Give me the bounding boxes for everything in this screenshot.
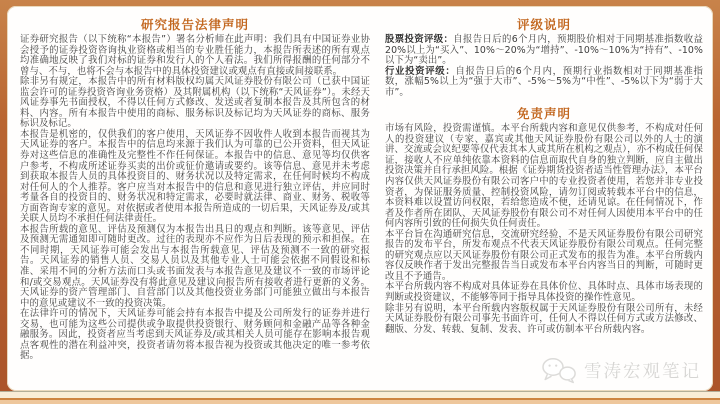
disclaimer-section-title: 免责声明: [516, 106, 571, 122]
content-card: [7, 6, 713, 391]
legal-paragraph-1: 证券研究报告（以下统称“本报告”）署名分析师在此声明：我们具有中国证券业协会授予的证券投资咨询执业资格或相当的专业胜任能力，本报告所表述的所有观点均准确地反映了我们对标的证券和发行人的个人看法。我们所得报酬的任何部分不曾与、不与，也将不会与本报告中的具体投资建议或观点有直接或间接联系。: [20, 34, 370, 77]
legal-paragraph-5: 在法律许可的情况下，天风证券可能会持有本报告中提及公司所发行的证券并进行交易，也可能为这些公司提供或争取提供投资银行、财务顾问和金融产品等各种金融服务。因此，投资者应当考虑到天风证券及/或其相关人员可能存在影响本报告观点客观性的潜在利益冲突，投资者请勿将本报告视为投资或其他决定的唯一参考依据。: [20, 308, 370, 362]
rating-item-stock-text: 自报告日后的6个月内，预期股价相对于同期基准指数收益20%以上为“买入”、10%～20%为“增持”、-10%～10%为“持有”、-10%以下为“卖出”。: [385, 34, 703, 67]
rating-item-industry-text: 自报告日后的6个月内，预期行业指数相对于同期基准指数，涨幅5%以上为“强于大市”、-5%～5%为“中性”、-5%以下为“弱于大市”。: [385, 65, 703, 98]
legal-statement-title: 研究报告法律声明: [140, 17, 249, 32]
rating-section-title: 评级说明: [516, 17, 571, 32]
rating-item-industry: [385, 67, 703, 99]
disclaimer-paragraph-4: 除非另有说明，本平台所载内容版权属于天风证券股份有限公司所有，未经天风证券股份有限公司事先书面许可，任何人不得以任何方式或方法修改、翻版、分发、转载、复制、发表、许可或仿制本平台所载内容。: [385, 302, 703, 335]
disclaimer-paragraph-3: 本平台所载内容不构成对具体证券在具体价位、具体时点、具体市场表现的判断或投资建议，不能够等同于指导具体投资的操作性意见。: [385, 281, 703, 304]
rating-item-stock: [385, 35, 703, 67]
bottom-border-strip: [0, 391, 720, 404]
disclaimer-paragraph-1: 市场有风险，投资需谨慎。本平台所载内容和意见仅供参考，不构成对任何人的投资建议（专家、嘉宾或其他天风证券股份有限公司以外的人士的演讲、交流或会议纪要等仅代表其本人或其所在机构之观点），亦不构成任何保证，接收人不应单纯依靠本资料的信息而取代自身的独立判断，应自主做出投资决策并自行承担风险。根据《证券期货投资者适当性管理办法》，本平台内容仅供天风证券股份有限公司客户中的专业投资者使用，若您并非专业投资者，为保证服务质量、控制投资风险，请勿订阅或转载本平台中的信息，本资料难以设置访问权限，若给您造成不便，还请见谅。在任何情况下，作者及作者所在团队、天风证券股份有限公司不对任何人因使用本平台中的任何内容所引致的任何损失负任何责任。: [385, 123, 703, 230]
legal-paragraph-4: 本报告所载的意见、评估及预测仅为本报告出具日的观点和判断。该等意见、评估及预测无需通知即可随时更改。过往的表现亦不应作为日后表现的预示和担保。在不同时期，天风证券可能会发出与本报告所载意见、评估及预测不一致的研究报告。天风证券的销售人员、交易人员以及其他专业人士可能会依据不同假设和标准、采用不同的分析方法而口头或书面发表与本报告意见及建议不一致的市场评论和/或交易观点。天风证券没有将此意见及建议向报告所有接收者进行更新的义务。天风证券的资产管理部门、自营部门以及其他投资业务部门可能独立做出与本报告中的意见或建议不一致的投资决策。: [20, 223, 370, 309]
watermark-text: 雪涛宏观笔记: [584, 361, 701, 382]
chat-bubbles-icon: [541, 356, 577, 384]
legal-paragraph-2: 除非另有规定，本报告中的所有材料版权均属天风证券股份有限公司（已获中国证监会许可的证券投资咨询业务资格）及其附属机构（以下统称“天风证券”）。未经天风证券事先书面授权，不得以任何方式修改、发送或者复制本报告及其所包含的材料、内容。所有本报告中使用的商标、服务标识及标记均为天风证券的商标、服务标识及标记。: [20, 76, 370, 130]
rating-item-stock-label: 股票投资评级：: [385, 34, 454, 45]
watermark: [541, 356, 701, 384]
rating-item-industry-label: 行业投资评级：: [385, 65, 456, 77]
disclaimer-paragraph-2: 本平台旨在沟通研究信息，交流研究经验，不是天风证券股份有限公司研究报告的发布平台，所发布观点不代表天风证券股份有限公司观点。任何完整的研究观点应以天风证券股份有限公司正式发布的报告为准。本平台所载内容仅反映作者于发出完整报告当日或发布本平台内容当日的判断，可随时更改且不予通告。: [385, 228, 703, 282]
legal-paragraph-3: 本报告是机密的，仅供我们的客户使用，天风证券不因收件人收到本报告而视其为天风证券的客户。本报告中的信息均来源于我们认为可靠的已公开资料，但天风证券对这些信息的准确性及完整性不作任何保证。本报告中的信息、意见等均仅供客户参考，不构成所述证券买卖的出价或征价邀请或要约。该等信息、意见并未考虑到获取本报告人员的具体投资目的、财务状况以及特定需求，在任何时候均不构成对任何人的个人推荐。客户应当对本报告中的信息和意见进行独立评估，并应同时考量各自的投资目的、财务状况和特定需求，必要时就法律、商业、财务、税收等方面咨询专家的意见。对依据或者使用本报告所造成的一切后果，天风证券及/或其关联人员均不承担任何法律责任。: [20, 128, 370, 225]
legal-statement-section: [20, 12, 370, 385]
right-column: [385, 12, 703, 385]
